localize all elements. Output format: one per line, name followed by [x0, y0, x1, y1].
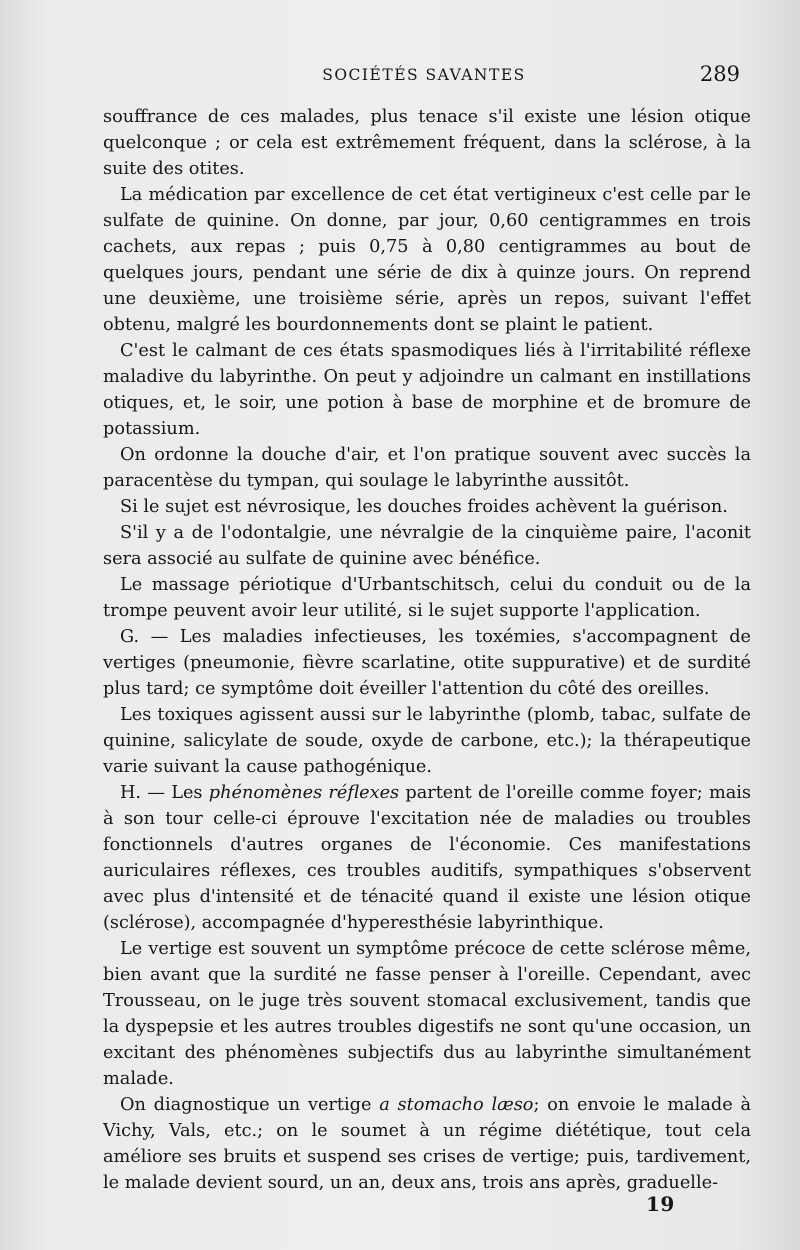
paragraph: La médication par excellence de cet état vertigineux c'est celle par le sulfate de quinine. On donne, par jour, 0,60 centigrammes en trois cachets, aux repas ; puis 0,75 à 0,80 centigrammes au bout de quelques jours, pendant une série de dix à quinze jours. On reprend une deuxième, une troisième série, après un repos, suivant l'effet obtenu, malgré les bourdonnements dont se plaint le patient. [103, 185, 751, 335]
running-title: SOCIÉTÉS SAVANTES [322, 66, 526, 84]
paragraph: C'est le calmant de ces états spasmodiques liés à l'irritabilité réflexe maladive du labyrinthe. On peut y adjoindre un calmant en instillations otiques, et, le soir, une potion à base de morphine et de bromure de potassium. [103, 341, 751, 439]
italic-term: phénomènes réflexes [208, 783, 400, 803]
paragraph [103, 1092, 751, 1196]
page-number: 289 [699, 62, 740, 86]
paragraph: Les toxiques agissent aussi sur le labyrinthe (plomb, tabac, sulfate de quinine, salicylate de soude, oxyde de carbone, etc.); la thérapeutique varie suivant la cause pathogénique. [103, 705, 751, 777]
paragraph: souffrance de ces malades, plus tenace s'il existe une lésion otique quelconque ; or cela est extrêmement fréquent, dans la sclérose, à la suite des otites. [103, 107, 751, 179]
italic-term: a stomacho læso [379, 1095, 534, 1115]
paragraph: Si le sujet est névrosique, les douches froides achèvent la guérison. [120, 497, 728, 517]
text-run: ; on envoie le malade à Vichy, Vals, etc.; on le soumet à un régime diététique, tout cela améliore ses bruits et suspend ses crises de vertige; puis, tardivement, le malade devient sourd, un an, deux ans, trois ans après, graduelle- [103, 1095, 751, 1193]
text-run: H. — Les [120, 783, 209, 803]
signature-mark: 19 [646, 1192, 675, 1216]
paragraph: On ordonne la douche d'air, et l'on pratique souvent avec succès la paracentèse du tympan, qui soulage le labyrinthe aussitôt. [103, 445, 751, 491]
paragraph: S'il y a de l'odontalgie, une névralgie de la cinquième paire, l'aconit sera associé au sulfate de quinine avec bénéfice. [103, 523, 751, 569]
paragraph [103, 780, 751, 936]
paragraph: G. — Les maladies infectieuses, les toxémies, s'accompagnent de vertiges (pneumonie, fièvre scarlatine, otite suppurative) et de surdité plus tard; ce symptôme doit éveiller l'attention du côté des oreilles. [103, 627, 751, 699]
paragraph: Le massage périotique d'Urbantschitsch, celui du conduit ou de la trompe peuvent avoir leur utilité, si le sujet supporte l'application. [103, 575, 751, 621]
page-header [100, 64, 748, 90]
body-text [103, 104, 751, 1196]
text-run: partent de l'oreille comme foyer; mais à son tour celle-ci éprouve l'excitation née de maladies ou troubles fonctionnels d'autres organes de l'économie. Ces manifestations auriculaires réflexes, ces troubles auditifs, sympathiques s'observent avec plus d'intensité et de ténacité quand il existe une lésion otique (sclérose), accompagnée d'hyperesthésie labyrinthique. [103, 783, 751, 933]
text-run: On diagnostique un vertige [120, 1095, 380, 1115]
paragraph: Le vertige est souvent un symptôme précoce de cette sclérose même, bien avant que la surdité ne fasse penser à l'oreille. Cependant, avec Trousseau, on le juge très souvent stomacal exclusivement, tandis que la dyspepsie et les autres troubles digestifs ne sont qu'une occasion, un excitant des phénomènes subjectifs dus au labyrinthe simultanément malade. [103, 939, 751, 1089]
